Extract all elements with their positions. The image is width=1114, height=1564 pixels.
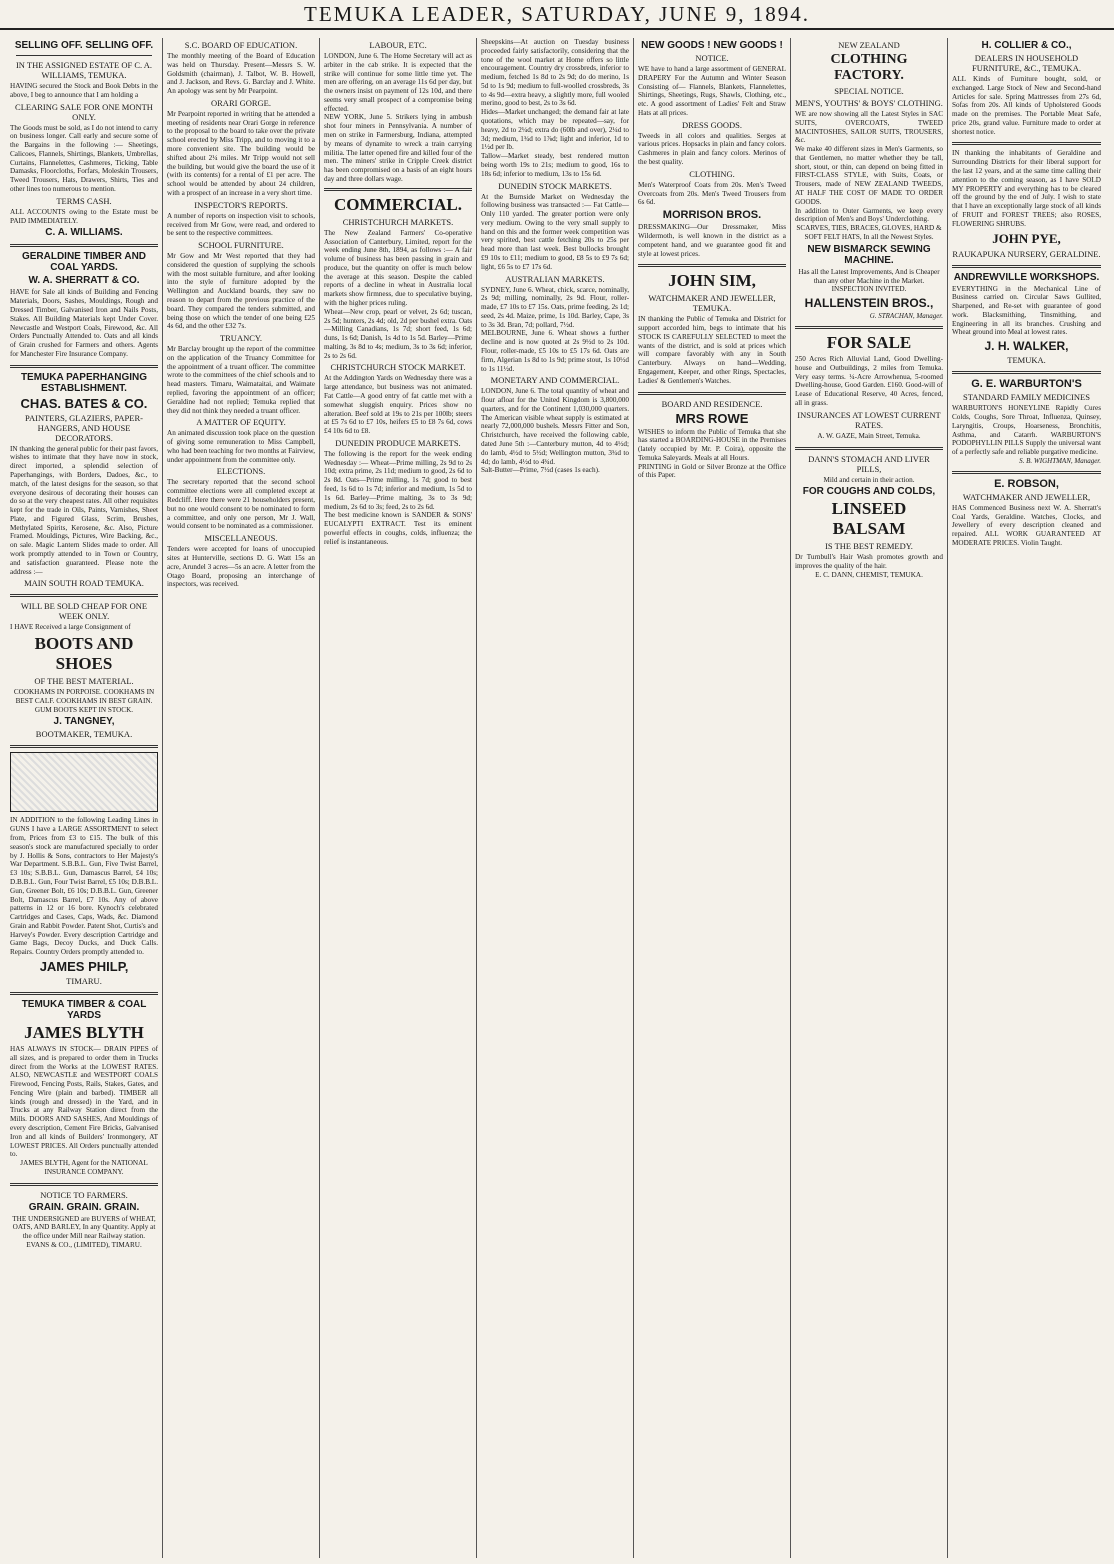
ad-john-pye [952,149,1101,258]
ad-heading: H. COLLIER & CO., [981,40,1072,51]
ad-address: MAIN SOUTH ROAD TEMUKA. [24,578,144,589]
ad-text: Dr Turnbull's Hair Wash promotes growth and improves the quality of the hair. [795,553,943,571]
article-subheading: ELECTIONS. [216,466,266,477]
ad-subheading: STANDARD FAMILY MEDICINES [963,392,1090,403]
ad-heading: LINSEED BALSAM [831,499,907,539]
article-text: Tallow—Market steady, best rendered mutton being worth 19s to 21s; medium to good, 16s to 18s 6d; inferior to medium, 13s to 15s 6d. [481,152,629,178]
ad-heading: CLOTHING FACTORY. [830,52,908,83]
ad-subheading: IN THE ASSIGNED ESTATE OF C. A. WILLIAMS, TEMUKA. [15,60,153,80]
article-subheading: CHRISTCHURCH STOCK MARKET. [330,362,466,373]
ad-signature: JOHN PYE, [992,230,1061,246]
ad-subheading: IS THE BEST REMEDY. [825,541,913,552]
article-text: Wheat—New crop, pearl or velvet, 2s 6d; tuscan, 2s 5d; hunters, 2s 4d; old, 2d per bushel extra. Oats—Milling Canadians, 1s 7d; short feed, 1s 6d; duns, 1s 6d; Danish, 1s 4d to 1s 5d. Barley—Prime malting, 3s 8d to 4s; medium, 3s to 3s 6d; inferior, 2s to 2s 6d. [324,307,472,360]
ad-text: The Goods must be sold, as I do not intend to carry on business longer. Call early and secure some of the Bargains in the following :— Sheetings, Calicoes, Flannels, Shirtings, Blankets, Umbrellas, Curtains, Flannelettes, Cashmeres, Ticking, Table Damasks, Floorcloths, Forfars, Moleskin Trousers, Tweed Trousers, Hats, Drawers, Shirts, Ties and other lines too numerous to mention. [10,123,158,194]
ad-heading: JOHN SIM, [668,271,756,291]
ad-text: Mild and certain in their action. [823,475,915,484]
ad-mrs-rowe [638,399,786,481]
ad-signature: MORRISON BROS. [662,209,762,222]
ad-heading: NEW BISMARCK SEWING MACHINE. [807,243,931,266]
ad-signature: BOOTMAKER, TEMUKA. [35,729,133,740]
ad-heading: MRS ROWE [675,410,749,426]
ad-clothing-factory [795,40,943,320]
ad-heading: W. A. SHERRATT & CO. [28,275,140,287]
ad-for-sale [795,333,943,440]
ad-signature: TIMARU. [66,975,102,986]
ad-subheading: MEN'S, YOUTHS' & BOYS' CLOTHING. [795,98,943,108]
ad-signature: JAMES PHILP, [39,958,129,974]
ad-subheading: INSURANCES AT LOWEST CURRENT RATES. [797,409,941,430]
ad-text: 250 Acres Rich Alluvial Land, Good Dwelling-house and Outbuildings, 2 miles from Temuka. Very easy terms. ¼-Acre Arrowhenua, 5-roomed Dwelling-house, Good Garden. £160. Good-will of Lease of Educational Reserve, 40 Acres, fenced, all in grass. [795,355,943,407]
article-text: An animated discussion took place on the question of giving some remuneration to Miss Campbell, who had been teaching for two months at Fairview, under appointment from the committee only. [167,429,315,464]
ad-heading: FOR COUGHS AND COLDS, [802,486,936,498]
ad-signature: JAMES BLYTH, Agent for the NATIONAL INSURANCE COMPANY. [20,1159,148,1176]
ad-signature: TEMUKA. [1007,355,1046,366]
ad-text: Men's Waterproof Coats from 20s. Men's Tweed Overcoats from 20s. Men's Tweed Trousers from 6s 6d. [638,180,786,207]
article-text: Hides—Market unchanged; the demand fair at late quotations, which may be repeated—say, for heavy, 2d to 2¼d; extra do (60lb and over), 2¼d to 3d; medium, 1¾d to 1⅞d; light and inferior, 1d to 1½d per lb. [481,108,629,152]
ad-signature: E. C. DANN, CHEMIST, TEMUKA. [815,570,923,579]
article-text: Tenders were accepted for loans of unoccupied sites at Hunterville, sections D. G. Watt 15s an acre, Arundel 3 acres—5s an acre. A letter from the Otago Board, proposing an interchange of inspectors, was received. [167,545,315,589]
ad-heading: TEMUKA PAPERHANGING ESTABLISHMENT. [20,371,148,394]
ad-subheading: DRESS GOODS. [682,119,742,130]
ad-morrison [638,40,786,258]
article-subheading: MISCELLANEOUS. [204,533,278,544]
ad-text: WE are now showing all the Latest Styles in SAC SUITS, OVERCOATS, TWEED MACINTOSHES, SAILOR SUITS, TROUSERS, &c. [795,110,943,145]
ad-text: HAVE for Sale all kinds of Building and Fencing Materials, Doors, Sashes, Mouldings, Rough and Dressed Timber, Galvanised Iron and Nails Posts, Stakes. All Building Materials kept Under Cover. Newcastle and Westport Coals, Firewood, &c. All Orders Punctually Attended to. Oats and all kinds of Grain crushed for Farmers and others. Agents for Manchester Fire Insurance Company. [10,288,158,358]
article-subheading: ORARI GORGE. [211,97,271,108]
ad-text: THE UNDERSIGNED are BUYERS of WHEAT, OATS, AND BARLEY, In any Quantity. Apply at the office under Mill near Railway station. [12,1214,156,1241]
article-text: LONDON, June 6. The Home Secretary will act as arbiter in the cab strike. It is expected that the strike will continue for some little time yet. The men are offering, on an average 11s 6d per day, but the owners insist on payment of 12s 10d, and there seems very small prospect of a compromise being effected. [324,52,472,113]
ad-text: In addition to Outer Garments, we keep every description of Men's and Boys' Underclothing. [795,206,943,224]
article-subheading: TRUANCY. [219,333,263,344]
ad-signature: J. H. WALKER, [984,339,1069,354]
ad-heading: E. ROBSON, [994,477,1059,490]
ad-subheading: WATCHMAKER AND JEWELLER, [962,491,1091,502]
article-subheading: DUNEDIN PRODUCE MARKETS. [335,437,461,448]
ad-heading: G. E. WARBURTON'S [971,378,1082,391]
ad-heading: NEW GOODS ! NEW GOODS ! [641,40,783,51]
ad-signature: HALLENSTEIN BROS., [804,296,934,311]
ad-signature: C. A. WILLIAMS. [45,227,123,239]
ad-dann [795,454,943,580]
ad-text: IN thanking the general public for their past favors, wishes to intimate that they have now in stock, direct imported, a splendid selection of Paperhangings, with Borders, Dadoes, &c., to match, of the latest designs for the season, so that everyone desirous of decorating their houses can do so at the very cheapest rates. All other requisites kept for the trade in Oils, Paints, Varnishes, Sheet Plate, and Figured Glass, Scrim, Brushes, Methylated Spirits, Kerosene, &c. Also, Picture Framed. Mouldings, Pictures, Wire Backing, &c., on sale. Magic Lantern Slides made to order. All work promptly attended to in Town or Country, and satisfaction guaranteed. Please note the address :— [10,444,158,576]
article-text: MELBOURNE, June 6. Wheat shows a further decline and is now quoted at 2s 9½d to 2s 10d. Flour, roller-made, £5 10s to £5 17s 6d. Oats are firm, Algerian 1s 8d to 1s 9d; prime stout, 1s 10½d to 1s 11½d. [481,329,629,373]
ad-text: Tweeds in all colors and qualities. Serges at various prices. Hopsacks in plain and fancy colors. Cashmeres in plain and fancy colors. Merinos of the best quality. [638,131,786,167]
ad-subheading: PAINTERS, GLAZIERS, PAPER-HANGERS, AND HOUSE DECORATORS. [25,412,143,443]
ad-heading: ANDREWVILLE WORKSHOPS. [953,271,1100,283]
ad-text: WISHES to inform the Public of Temuka that she has started a BOARDING-HOUSE in the Premises (lately occupied by Mr. P. Coira), opposite the Temuka Saleyards. Meals at all Hours. [638,427,786,462]
ad-text: HAVING secured the Stock and Book Debts in the above, I beg to announce that I am holding a [10,82,158,99]
ad-subheading: DANN'S STOMACH AND LIVER PILLS, [808,453,930,474]
ad-subheading: NOTICE TO FARMERS. [40,1189,128,1200]
ad-collier [952,40,1101,136]
ad-text: HAS ALWAYS IN STOCK— DRAIN PIPES of all sizes, and is prepared to order them in Trucks direct from the Works at the LOWEST RATES. ALSO, NEWCASTLE and WESTPORT COALS Firewood, Fencing Posts, Rails, Stakes, Gates, and Fencing Wire (plain and barbed). TIMBER all kinds (rough and dressed) in the Yard, and in Trucks at any Railway Station direct from the Mills. DOORS AND SASHES, And Mouldings of every description, Cement Fire Bricks, Galvanised Iron and all kinds of Builders' Ironmongery, AT LOWEST PRICES. All Orders punctually attended to. [10,1044,158,1159]
ad-heading: CHAS. BATES & CO. [20,395,148,411]
article-text: The monthly meeting of the Board of Education was held on Thursday. Present—Messrs S. W. Goldsmith (chairman), J. Talbot, W. B. Howell, and J. Jackson, and Revs. G. Barclay and J. White. An apology was sent by Mr Pearpoint. [167,52,315,96]
ad-grain [10,1190,158,1250]
article-heading: LABOUR, ETC. [369,40,427,50]
ad-heading: GRAIN. GRAIN. GRAIN. [28,1201,140,1213]
ad-subheading: NEW ZEALAND [838,40,900,50]
article-subheading: MONETARY AND COMMERCIAL. [490,375,620,386]
article-text: NEW YORK, June 5. Strikers lying in ambush shot four miners in Pennsylvania. A number of men on strike in Farmersburg, Indiana, attempted by means of dynamite to wreck a train carrying militia. The latter opened fire and killed four of the men. The miners' strike in Cripple Creek district has been compromised on a basis of an eight hours day and three dollars wage. [324,113,472,183]
article-text: Sheepskins—At auction on Tuesday business proceeded fairly satisfactorily, considering that the tone of the wool market at Home offers so little encouragement. Country dry crossbreds, inferior to medium, fetched 1s 8d to 2s 9d; do do merino, 1s 5d to 1s 9d; medium to full-woolled crossbreds, 3s to 4s 9d—extra heavy, a slightly more, full wooled merino, good to best, 2s to 3s 6d. [481,38,629,108]
ad-text: IN thanking the Public of Temuka and District for support accorded him, begs to intimate that his STOCK IS CAREFULLY SELECTED to meet the wants of the district, and is sold at prices which will compare favorably with any in South Canterbury. Always on hand—Wedding, Engagement, Keeper, and other Rings, Spectacles, Ladies' & Gentlemen's Watches. [638,315,786,385]
column-6 [791,38,948,1558]
ad-heading: FOR SALE [826,333,912,353]
ad-paperhanging [10,372,158,589]
article-subheading: CHRISTCHURCH MARKETS. [342,216,454,227]
article-heading: S.C. BOARD OF EDUCATION. [184,40,298,50]
ad-text: EVERYTHING in the Mechanical Line of Business carried on. Circular Saws Gullited, Sharpened, and Re-set with guarantee of good work. Blacksmithing, Tinsmithing, and Engineering in all its branches. Crushing and Wheat ground into Meal at lowest rates. [952,284,1101,337]
article-subheading: SCHOOL FURNITURE. [198,240,284,251]
ad-subheading: SPECIAL NOTICE. [834,86,904,96]
ad-guns [10,752,158,986]
ad-subheading: WILL BE SOLD CHEAP FOR ONE WEEK ONLY. [20,601,148,622]
commercial-heading: COMMERCIAL. [334,194,462,214]
ad-text: WE have to hand a large assortment of GENERAL DRAPERY For the Autumn and Winter Season Consisting of— Flannels, Blankets, Flannelettes, Shirtings, Sheetings, Rugs, Shawls, Clothing, etc., etc. A good assortment of Ladies' Felt and Straw Hats at all prices. [638,65,786,117]
article-text: A number of reports on inspection visit to schools, received from Mr Gow, were read, and ordered to be sent to the respective committees. [167,211,315,238]
ad-robson [952,478,1101,548]
article-subheading: INSPECTOR'S REPORTS. [194,199,288,210]
ad-heading: GERALDINE TIMBER AND COAL YARDS. [21,251,147,274]
article-text: Salt-Butter—Prime, 7½d (cases 1s each). [481,466,600,475]
column-1 [6,38,163,1558]
ad-subheading: OF THE BEST MATERIAL. [34,676,134,687]
ad-text: Has all the Latest Improvements, And is Cheaper than any other Machine in the Market. INSPECTION INVITED. [798,267,940,294]
ad-text: ALL ACCOUNTS owing to the Estate must be PAID IMMEDIATELY. [10,207,158,225]
ad-signature: EVANS & CO., (LIMITED), TIMARU. [26,1241,142,1250]
ad-text: PRINTING in Gold or Silver Bronze at the Office of this Paper. [638,462,786,480]
column-5 [634,38,791,1558]
ad-subheading: BOARD AND RESIDENCE. [661,398,763,409]
ad-signature: A. W. GAZE, Main Street, Temuka. [817,431,921,440]
ad-warburton [952,378,1101,465]
ad-heading: SELLING OFF. SELLING OFF. [14,40,154,51]
ad-geraldine-timber [10,251,158,358]
ad-text: IN ADDITION to the following Leading Lines in GUNS I have a LARGE ASSORTMENT to select from, Prices from £3 to £15. The bulk of this season's stock are manufactured specially to order by J. Hollis & Sons, contractors to Her Majesty's War Department. S.B.B.L. Gun, Five Twist Barrel, £3 10s; S.B.B.L. Gun, Damascus Barrel, £4 10s; D.B.B.L. Gun, Four Twist Barrel, £5 10s; D.B.B.L. Gun, Greener Bolt, £6 10s; D.B.B.L. Gun, Greener Bolt, Damascus Barrel, £7 10s. Any of above patterns in 12 or 16 bore. Kynoch's celebrated Cartridges and Cases, Caps, Wads, &c. Diamond Grain and Rabbit Powder. Patent Shot, Curtis's and Harvey's Powder. Every description Cartridge and Game Bags, Decoy Ducks, and Duck Calls. Repairs. Country Orders promptly attended to. [10,816,158,957]
ad-text: I HAVE Received a large Consignment of [10,623,131,632]
column-3 [320,38,477,1558]
ad-heading: TEMUKA TIMBER & COAL YARDS [21,998,147,1021]
article-text: The secretary reported that the second school committee elections were all completed except at Redcliff. Here there were 21 householders present, but no one would consent to be nominated to form a committee, and only one person, Mr J. Wall, would consent to be nominated as a commissioner. [167,478,315,531]
ad-subheading: TERMS CASH. [56,195,112,206]
column-2 [163,38,320,1558]
ad-text: DRESSMAKING—Our Dressmaker, Miss Wildermoth, is well known in the district as a competent hand, and we guarantee good fit and style at lowest prices. [638,223,786,258]
article-text: LONDON, June 6. The total quantity of wheat and flour afloat for the United Kingdom is 3,800,000 quarters, and for the Continent 1,030,000 quarters. The American visible wheat supply is estimated at nearly 72,000,000 bushels. Messrs Fitter and Son, Christchurch, have received the following cable, dated June 5th :—Canterbury mutton, 4d to 4½d; do lamb, 4½d to 5½d; Wellington mutton, 3¾d to 4d; do lamb, 4½d to 4¾d. [481,387,629,466]
ad-text: We make 40 different sizes in Men's Garments, so that Gentlemen, no matter whether they be tall, short, stout, or thin, can depend on being fitted in FIRST-CLASS STYLE, with Suits, Coats, or Trousers, made of NEW ZEALAND TWEEDS, AT HALF THE COST OF MADE TO ORDER GOODS. [795,145,943,206]
ad-signature: S. B. WIGHTMAN, Manager. [1019,456,1101,465]
newspaper-columns [6,38,1108,1558]
ad-text: SCARVES, TIES, BRACES, GLOVES, HARD & SOFT FELT HATS, In all the Newest Styles. [796,224,942,241]
newspaper-title: TEMUKA LEADER, SATURDAY, JUNE 9, 1894. [304,1,810,26]
column-4 [477,38,634,1558]
ad-subheading: DEALERS IN HOUSEHOLD FURNITURE, &C., TEMUKA. [972,53,1081,73]
ad-heading: BOOTS AND SHOES [34,634,134,674]
article-subheading: AUSTRALIAN MARKETS. [505,273,605,284]
ad-text: HAS Commenced Business next W. A. Sherratt's Coal Yards, Geraldine. Watches, Clocks, and Jewellery of every description cleaned and repaired. ALL WORK GUARANTEED AT MODERATE PRICES. Violin Taught. [952,503,1101,547]
article-text: Mr Barclay brought up the report of the committee on the application of the Truancy Committee for the appointment of a truant officer. The committee wrote to the committees of the chief schools and to head masters. Timaru, Waimataitai, and Waimate replied, favoring the appointment of an officer; Geraldine had not replied; Temuka replied that they did not think they needed a truant officer. [167,345,315,415]
ad-text: WARBURTON'S HONEYLINE Rapidly Cures Colds, Coughs, Sore Throat, Influenza, Quinsey, Laryngitis, Croups, Hoarseness, Bronchitis, Asthma, and Catarrh. WARBURTON'S PODOPHYLLIN PILLS Supply the universal want of a perfectly safe and reliable purgative medicine. [952,404,1101,457]
article-text: At the Burnside Market on Wednesday the following business was transacted :— Fat Cattle—Only 110 yarded. The greater portion were only very medium. Owing to the very small supply to hand on this and the former week competition was very spirited, best cattle fetching 20s to 25s per head more than last week. Best bullocks brought £9 10s to £11; medium to good, £8 5s to £9 7s 6d; light, £6 5s to £7 17s 6d. [481,192,629,271]
ad-subheading: NOTICE. [695,53,729,63]
ad-text: ALL Kinds of Furniture bought, sold, or exchanged. Large Stock of New and Second-hand Articles for sale. Spring Mattresses from 27s 6d, Sofas from 20s. All kinds of Upholstered Goods made on the premises. The Portable Meat Safe, price 20s, grand value. Furniture made to order at shortest notice. [952,75,1101,136]
ad-selling-off [10,40,158,238]
article-text: The New Zealand Farmers' Co-operative Association of Canterbury, Limited, report for the week ending June 8th, 1894, as follows :— A fair volume of business has been passing in grain and produce, but the quantity on offer is much below the average at this season. Despite the cabled reports of a decline in wheat in Australia local markets show firmness, due to speculative buying, with the higher prices ruling. [324,228,472,307]
article-text: The following is the report for the week ending Wednesday :— Wheat—Prime milling, 2s 9d to 2s 10d; extra prime, 2s 11d; medium to good, 2s 6d to 2s 8d. Oats—Prime milling, 1s 7d; good to best feed, 1s 6d to 1s 7d; inferior and medium, 1s 5d to 1s 6d. Barley—Prime malting, 3s to 3s 9d; medium, 2s 6d to 3s; feed, 2s to 2s 6d. [324,449,472,511]
article-text: At the Addington Yards on Wednesday there was a large attendance, but business was not animated. Fat Cattle—A good entry of fat cattle met with a somewhat sluggish enquiry. Prices show no alteration. Beef sold at 19s to 21s per 100lb; steers at £5 7s 6d to £7 10s, heifers £5 to £8 7s 6d, cows £4 10s 6d to £8. [324,374,472,436]
article-subheading: DUNEDIN STOCK MARKETS. [498,180,612,191]
ad-subheading: CLEARING SALE FOR ONE MONTH ONLY. [15,101,153,122]
ad-boots [10,601,158,739]
ad-andrewville [952,272,1101,366]
article-subheading: A MATTER OF EQUITY. [196,417,286,428]
article-text: SYDNEY, June 6. Wheat, chick, scarce, nominally, 2s 9d; milling, nominally, 2s 9d. Flour, roller-made, £7 10s to £7 15s. Oats, prime feeding, 2s 1d; seed, 2s 4d. Maize, prime, 1s 10d. Barley, Cape, 3s to 3s 3d. Bran, 7d; pollard, 7½d. [481,285,629,329]
article-text: Mr Gow and Mr West reported that they had considered the question of supplying the schools with the most suitable furniture, and after looking into the style of furniture adopted by the Wellington and Auckland boards, they saw no reason to depart from the previous practice of the board. They compared the tenders submitted, and being those on which the tender of one being £25 4s 6d, and the other £32 7s. [167,252,315,331]
gun-illustration [10,752,158,812]
column-7 [948,38,1105,1558]
ad-signature: RAUKAPUKA NURSERY, GERALDINE. [952,248,1101,259]
ad-heading: JAMES BLYTH [24,1022,144,1042]
ad-text: IN thanking the inhabitants of Geraldine and Surrounding Districts for their liberal support for the last 12 years, and at the same time calling their attention to the coming season, as I have SOLD MY PROPERTY and everything has to be cleared off the ground by the end of July. I wish to state that I have an exceptionally large stock of all kinds of FRUIT and FOREST TREES; also ROSES, FLOWERING SHRUBS. [952,149,1101,228]
ad-signature: G. STRACHAN, Manager. [869,312,943,321]
ad-subheading: WATCHMAKER AND JEWELLER, TEMUKA. [648,293,776,314]
article-text: Mr Pearpoint reported in writing that he attended a meeting of residents near Orari Gorge in reference to the proposal to the board to take over the private school erected by Miss Tripp, and to moving it to a more convenient site. The building would be shifted about 2¼ miles. Mr Tripp would not sell the building, but would give the board the use of it (with its contents) for a rental of £1 per acre. The school would be attended by about 24 children, with a prospect of an increase in a very short time. [167,109,315,197]
article-text: The best medicine known is SANDER & SONS' EUCALYPTI EXTRACT. Test its eminent powerful effects in coughs, colds, influenza; the relief is instantaneous. [324,511,472,546]
masthead [0,0,1114,30]
ad-text: COOKHAMS IN PORPOISE. COOKHAMS IN BEST CALF. COOKHAMS IN BEST GRAIN. GUM BOOTS KEPT IN STOCK. [13,688,155,714]
ad-signature: J. TANGNEY, [53,716,115,728]
ad-john-sim [638,271,786,385]
ad-subheading: CLOTHING. [689,168,735,179]
ad-temuka-timber [10,999,158,1177]
